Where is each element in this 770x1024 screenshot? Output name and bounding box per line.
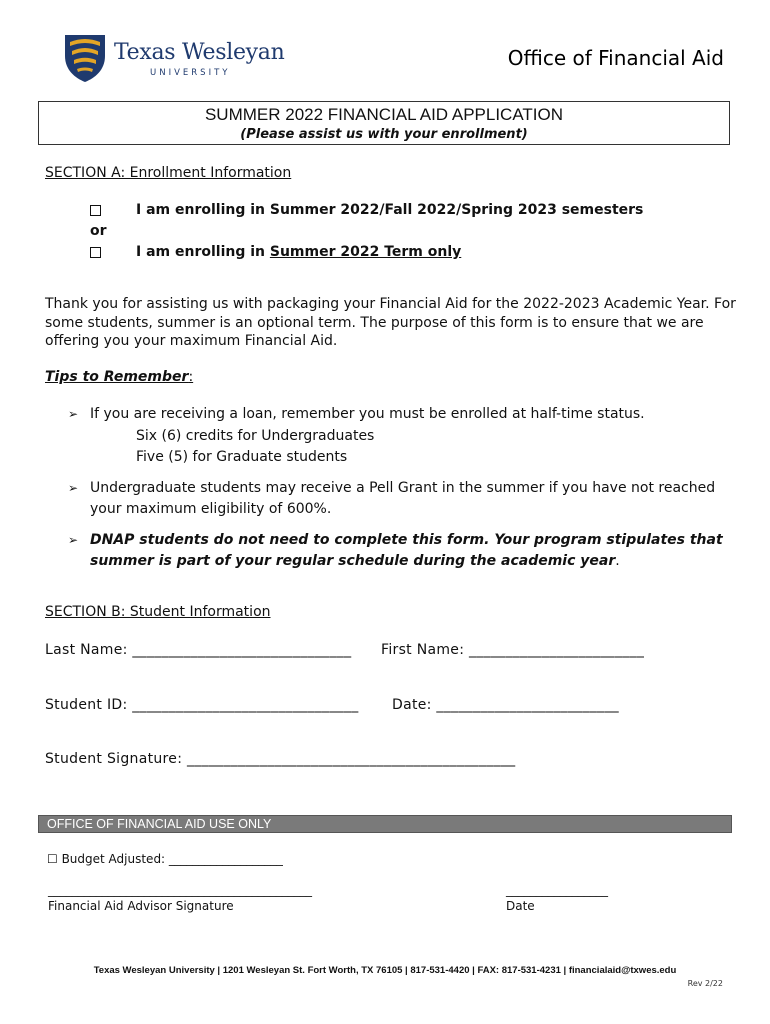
summer-only-checkbox[interactable] xyxy=(90,247,101,258)
footer-address: Texas Wesleyan University | 1201 Wesleyan St. Fort Worth, TX 76105 | 817-531-4420 | FAX: 817-531-4231 | financialaid@txwes.edu xyxy=(93,965,677,976)
tip-dnap-text: DNAP students do not need to complete this form. Your program stipulates that summer is part of your regular schedule during the academic year xyxy=(90,532,723,569)
first-name-field[interactable]: First Name: ________________________ xyxy=(381,642,645,658)
arrow-bullet-icon: ➢ xyxy=(68,533,79,547)
last-name-field[interactable]: Last Name: ______________________________ xyxy=(45,642,352,658)
tip-loan: If you are receiving a loan, remember you must be enrolled at half-time status. xyxy=(90,406,645,422)
date-field[interactable]: Date: _________________________ xyxy=(392,697,619,713)
advisor-date-label: Date xyxy=(506,899,535,913)
logo-subtitle: UNIVERSITY xyxy=(150,68,231,78)
summer-fall-spring-checkbox[interactable] xyxy=(90,205,101,216)
option-summer-only-label xyxy=(136,244,461,260)
form-subtitle: (Please assist us with your enrollment) xyxy=(240,127,528,142)
logo-name: Texas Wesleyan xyxy=(114,40,285,65)
student-id-field[interactable]: Student ID: _______________________________ xyxy=(45,697,359,713)
advisor-signature-label: Financial Aid Advisor Signature xyxy=(48,899,234,913)
option-summer-only-prefix: I am enrolling in xyxy=(136,244,270,260)
tip-loan-graduate: Five (5) for Graduate students xyxy=(136,449,348,465)
tips-heading xyxy=(45,369,193,385)
advisor-signature-line[interactable]: ____________________________________________ xyxy=(48,883,312,897)
option-summer-fall-spring-label: I am enrolling in Summer 2022/Fall 2022/Spring 2023 semesters xyxy=(136,202,644,218)
shield-icon xyxy=(62,32,108,84)
option-summer-only-underlined: Summer 2022 Term only xyxy=(269,244,462,260)
tip-loan-details xyxy=(136,426,374,468)
budget-adjusted-field[interactable]: ☐ Budget Adjusted: ___________________ xyxy=(47,852,283,866)
university-logo xyxy=(58,30,298,88)
student-signature-field[interactable]: Student Signature: _____________________________________________ xyxy=(45,751,516,767)
section-a-heading: SECTION A: Enrollment Information xyxy=(45,165,292,181)
title-box xyxy=(38,101,730,145)
intro-paragraph: Thank you for assisting us with packaging your Financial Aid for the 2022-2023 Academic Year. For some students, summer is an optional term. The purpose of this form is to ensure that we are offering you your maximum Financial Aid. xyxy=(45,296,736,349)
tip-pell-grant: Undergraduate students may receive a Pell Grant in the summer if you have not reached your maximum eligibility of 600%. xyxy=(90,480,716,517)
office-title: Office of Financial Aid xyxy=(507,46,724,70)
office-use-bar: OFFICE OF FINANCIAL AID USE ONLY xyxy=(38,815,732,833)
tips-heading-text: Tips to Remember xyxy=(45,369,189,385)
section-b-heading: SECTION B: Student Information xyxy=(45,604,271,620)
arrow-bullet-icon: ➢ xyxy=(68,407,79,421)
tip-loan-undergrad: Six (6) credits for Undergraduates xyxy=(136,428,375,444)
advisor-date-line[interactable]: _________________ xyxy=(506,883,608,897)
tip-dnap-period: . xyxy=(615,553,620,569)
or-label: or xyxy=(90,223,107,239)
tips-colon: : xyxy=(188,369,194,385)
revision-label: Rev 2/22 xyxy=(687,979,723,988)
arrow-bullet-icon: ➢ xyxy=(68,481,79,495)
tip-dnap xyxy=(90,530,740,572)
form-title: SUMMER 2022 FINANCIAL AID APPLICATION xyxy=(204,105,564,124)
